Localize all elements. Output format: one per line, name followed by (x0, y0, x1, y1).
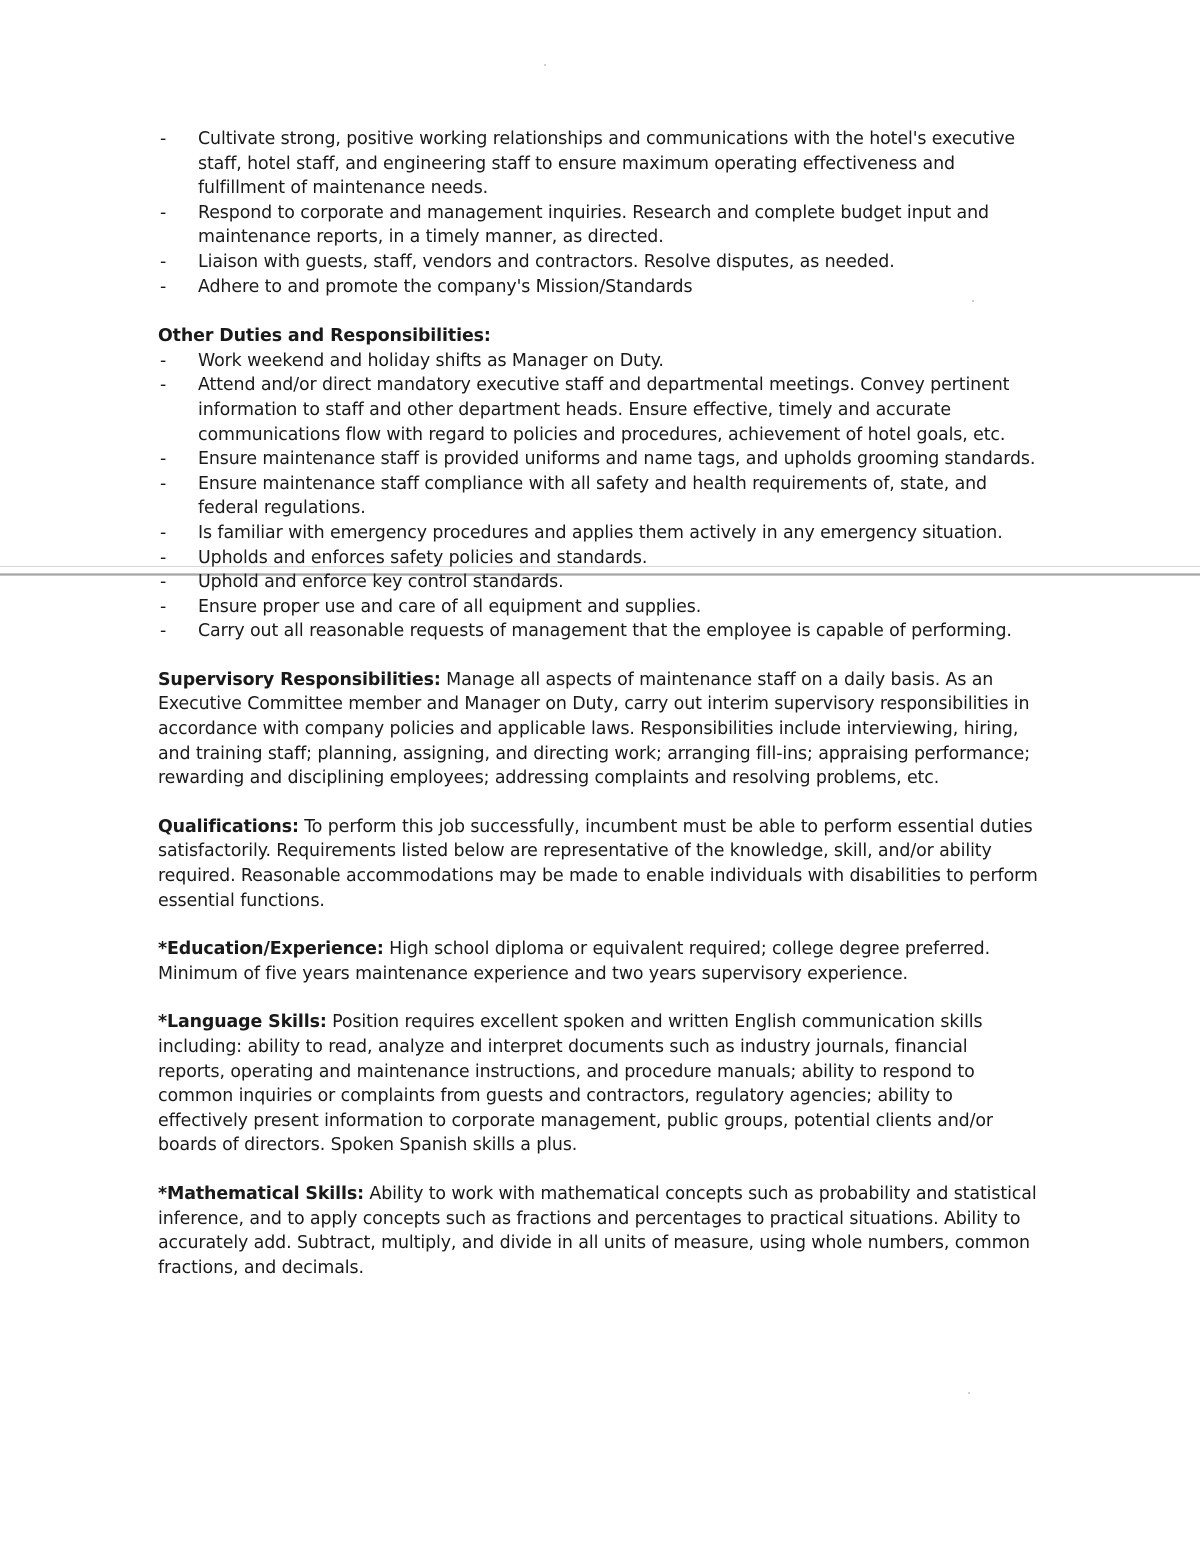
list-item: - Liaison with guests, staff, vendors and contractors. Resolve disputes, as needed. (158, 250, 1038, 275)
list-item: - Uphold and enforce key control standards. (158, 570, 1038, 595)
math-section (158, 1182, 1038, 1280)
education-label: *Education/Experience: (158, 939, 384, 960)
education-text: High school diploma or equivalent required; college degree preferred. Minimum of five years maintenance experience and two years supervisory experience. (158, 939, 991, 984)
list-item: - Cultivate strong, positive working relationships and communications with the hotel's executive staff, hotel staff, and engineering staff to ensure maximum operating effectiveness and fulfillment of maintenance needs. (158, 127, 1038, 201)
list-item: - Attend and/or direct mandatory executive staff and departmental meetings. Convey pertinent information to staff and other department heads. Ensure effective, timely and accurate communications flow with regard to policies and procedures, achievement of hotel goals, etc. (158, 373, 1038, 447)
scan-speck (544, 64, 546, 66)
supervisory-section (158, 668, 1038, 791)
other-duties-list (158, 349, 1038, 644)
supervisory-label: Supervisory Responsibilities: (158, 669, 441, 690)
language-text: Position requires excellent spoken and written English communication skills including: ability to read, analyze and interpret documents such as industry journals, financial reports, operating and maintenance instructions, and procedure manuals; ability to respond to common inquiries or complaints from guests and contractors, regulatory agencies; ability to effectively present information to corporate management, public groups, potential clients and/or boards of directors. Spoken Spanish skills a plus. (158, 1012, 993, 1156)
list-item: - Ensure proper use and care of all equipment and supplies. (158, 595, 1038, 620)
qualifications-section (158, 815, 1038, 913)
other-duties-heading: Other Duties and Responsibilities: (158, 326, 491, 347)
list-item: - Carry out all reasonable requests of management that the employee is capable of performing. (158, 619, 1038, 644)
list-item: - Work weekend and holiday shifts as Manager on Duty. (158, 349, 1038, 374)
math-label: *Mathematical Skills: (158, 1183, 364, 1204)
list-item: - Is familiar with emergency procedures and applies them actively in any emergency situation. (158, 521, 1038, 546)
math-text: Ability to work with mathematical concepts such as probability and statistical inference, and to apply concepts such as fractions and percentages to practical situations. Ability to accurately add. Subtract, multiply, and divide in all units of measure, using whole numbers, common fractions, and decimals. (158, 1183, 1037, 1278)
education-section (158, 937, 1038, 986)
list-item: - Respond to corporate and management inquiries. Research and complete budget input and maintenance reports, in a timely manner, as directed. (158, 201, 1038, 250)
duties-list-continued (158, 127, 1038, 299)
list-item: - Adhere to and promote the company's Mission/Standards (158, 275, 1038, 300)
list-item: - Ensure maintenance staff compliance with all safety and health requirements of, state, and federal regulations. (158, 472, 1038, 521)
supervisory-text: Manage all aspects of maintenance staff on a daily basis. As an Executive Committee member and Manager on Duty, carry out interim supervisory responsibilities in accordance with company policies and applicable laws. Responsibilities include interviewing, hiring, and training staff; planning, assigning, and directing work; arranging fill-ins; appraising performance; rewarding and disciplining employees; addressing complaints and resolving problems, etc. (158, 669, 1030, 789)
document-body (158, 127, 1038, 1280)
language-section (158, 1010, 1038, 1158)
scan-speck (968, 1392, 970, 1394)
qualifications-label: Qualifications: (158, 816, 299, 837)
qualifications-text: To perform this job successfully, incumbent must be able to perform essential duties satisfactorily. Requirements listed below are representative of the knowledge, skill, and/or ability required. Reasonable accommodations may be made to enable individuals with disabilities to perform essential functions. (158, 816, 1038, 911)
list-item: - Upholds and enforces safety policies and standards. (158, 546, 1038, 571)
language-label: *Language Skills: (158, 1012, 327, 1033)
list-item: - Ensure maintenance staff is provided uniforms and name tags, and upholds grooming standards. (158, 447, 1038, 472)
